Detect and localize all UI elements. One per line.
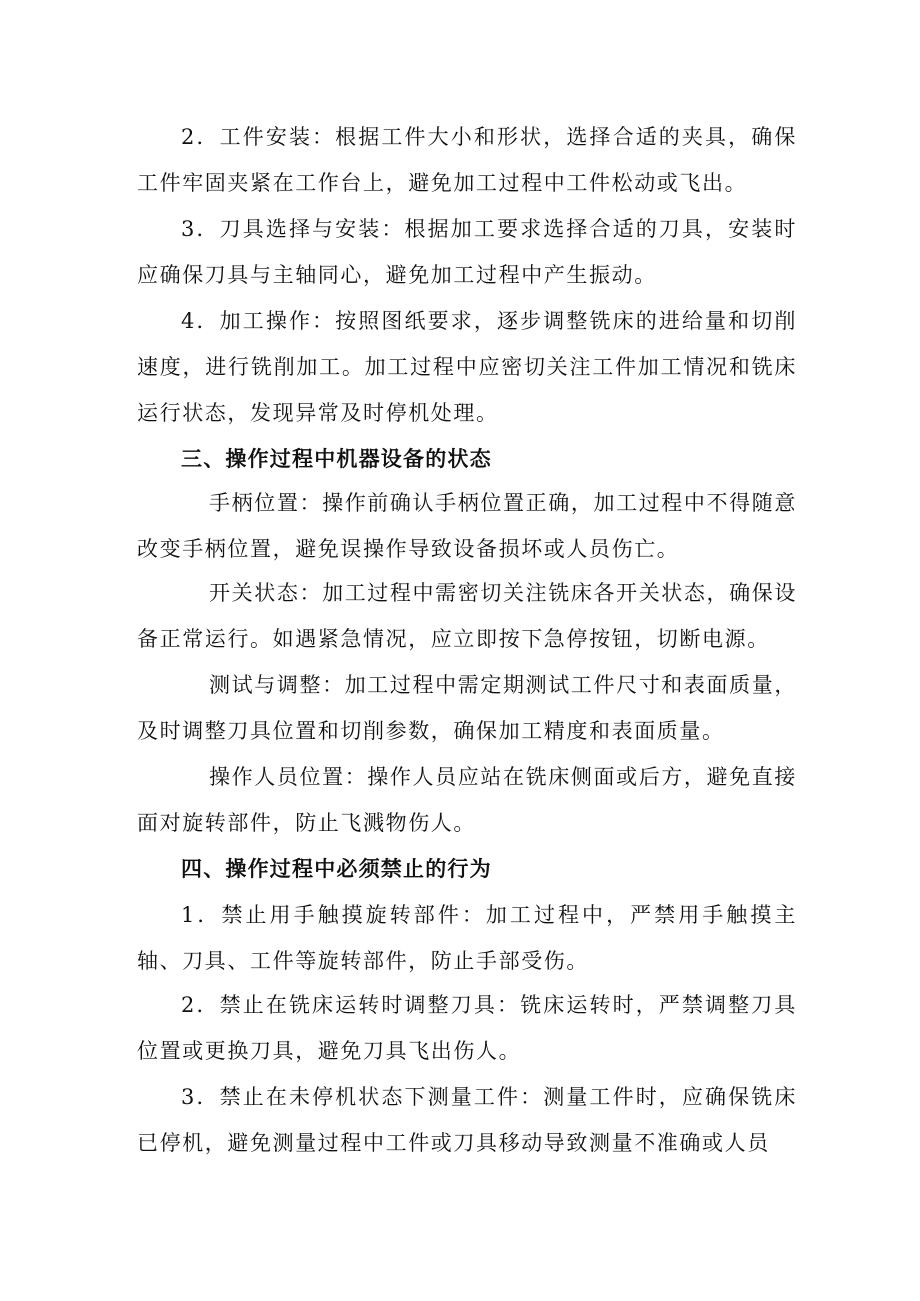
- section-4-heading: 四、操作过程中必须禁止的行为: [181, 856, 492, 881]
- paragraph-item-4-operation: 4．加工操作：按照图纸要求，逐步调整铣床的进给量和切削速度，进行铣削加工。加工过程中应密切关注工件加工情况和铣床运行状态，发现异常及时停机处理。: [137, 309, 797, 425]
- paragraph-forbid-3: 3．禁止在未停机状态下测量工件：测量工件时，应确保铣床已停机，避免测量过程中工件或刀具移动导致测量不准确或人员: [137, 1085, 797, 1155]
- section-3-heading: 三、操作过程中机器设备的状态: [181, 446, 492, 471]
- paragraph-handle-position: 手柄位置：操作前确认手柄位置正确，加工过程中不得随意改变手柄位置，避免误操作导致设备损坏或人员伤亡。: [137, 491, 797, 561]
- paragraph-item-2-workpiece: 2．工件安装：根据工件大小和形状，选择合适的夹具，确保工件牢固夹紧在工作台上，避免加工过程中工件松动或飞出。: [137, 125, 797, 195]
- paragraph-operator-position: 操作人员位置：操作人员应站在铣床侧面或后方，避免直接面对旋转部件，防止飞溅物伤人。: [137, 765, 797, 835]
- paragraph-forbid-1: 1．禁止用手触摸旋转部件：加工过程中，严禁用手触摸主轴、刀具、工件等旋转部件，防止手部受伤。: [137, 903, 797, 973]
- paragraph-switch-state: 开关状态：加工过程中需密切关注铣床各开关状态，确保设备正常运行。如遇紧急情况，应立即按下急停按钮，切断电源。: [137, 581, 797, 651]
- paragraph-item-3-tool: 3．刀具选择与安装：根据加工要求选择合适的刀具，安装时应确保刀具与主轴同心，避免加工过程中产生振动。: [137, 217, 797, 287]
- paragraph-test-adjust: 测试与调整：加工过程中需定期测试工件尺寸和表面质量，及时调整刀具位置和切削参数，确保加工精度和表面质量。: [137, 673, 797, 743]
- paragraph-forbid-2: 2．禁止在铣床运转时调整刀具：铣床运转时，严禁调整刀具位置或更换刀具，避免刀具飞出伤人。: [137, 993, 797, 1063]
